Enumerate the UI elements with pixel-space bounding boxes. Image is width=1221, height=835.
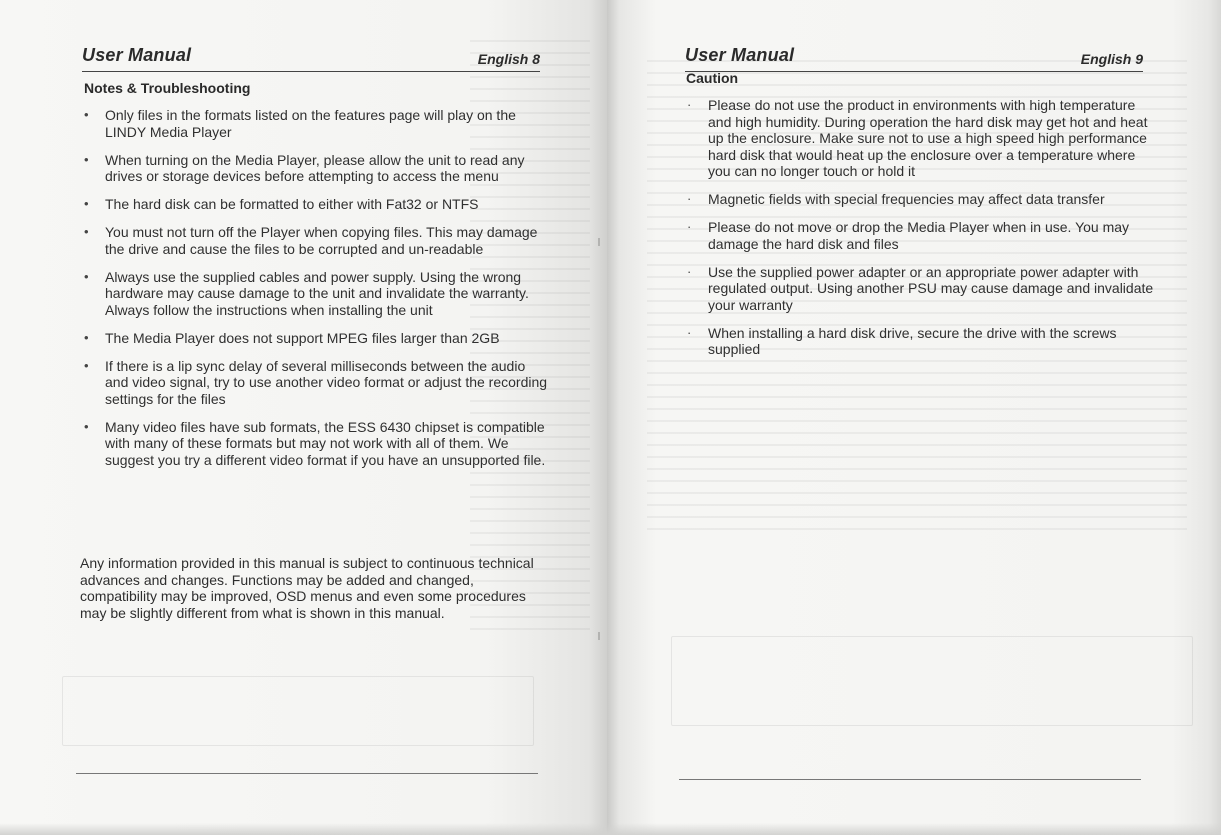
right-page <box>607 0 1221 835</box>
caution-list <box>683 97 1161 369</box>
notes-list <box>80 107 550 480</box>
list-item <box>80 224 550 257</box>
list-item-text: Magnetic fields with special frequencies may affect data transfer <box>708 191 1105 207</box>
list-item-text: When installing a hard disk drive, secure the drive with the screws supplied <box>708 324 1117 357</box>
bullet-icon: • <box>84 418 89 434</box>
left-page <box>0 0 607 835</box>
bullet-icon: • <box>84 107 89 122</box>
bullet-icon: · <box>687 97 692 112</box>
bullet-icon: • <box>84 357 89 373</box>
bleed-through-box <box>671 636 1193 726</box>
bleed-through-box <box>62 676 534 746</box>
disclaimer-paragraph: Any information provided in this manual is subject to continuous technical advances and changes. Functions may be added and changed, compatibility may be improved, OSD menus and even some procedures may be slightly different from what is shown in this manual. <box>80 555 534 621</box>
header-language-page: English 9 <box>1080 51 1143 67</box>
list-item-text: Always use the supplied cables and power supply. Using the wrong hardware may cause damage to the unit and invalidate the warranty. Always follow the instructions when installing the unit <box>105 268 529 318</box>
list-item-text: Use the supplied power adapter or an appropriate power adapter with regulated output. Using another PSU may cause damage and invalidate your warranty <box>708 263 1154 313</box>
bullet-icon: • <box>84 151 89 167</box>
header-title: User Manual <box>685 45 795 65</box>
list-item <box>80 330 550 347</box>
list-item-text: The Media Player does not support MPEG files larger than 2GB <box>105 329 500 346</box>
spine-mark <box>598 632 600 640</box>
list-item <box>80 107 550 140</box>
bullet-icon: · <box>687 191 692 206</box>
section-title: Notes & Troubleshooting <box>84 80 251 96</box>
page-edge-shadow <box>607 823 1221 835</box>
footer-rule <box>76 773 538 774</box>
list-item <box>683 325 1161 358</box>
section-title: Caution <box>686 70 739 86</box>
list-item <box>683 219 1161 252</box>
list-item-text: Many video files have sub formats, the ESS 6430 chipset is compatible with many of these formats but may not work with all of them. We suggest you try a different video format if you have an unsupported file. <box>105 418 546 468</box>
list-item-text: Please do not move or drop the Media Player when in use. You may damage the hard disk and files <box>708 219 1130 252</box>
page-header <box>685 45 1143 72</box>
list-item-text: Please do not use the product in environments with high temperature and high humidity. During operation the hard disk may get hot and heat up the enclosure. Make sure not to use a high speed high performance hard disk that would heat up the enclosure over a temperature where you can no longer touch or hold it <box>708 97 1148 179</box>
header-title: User Manual <box>82 45 192 65</box>
list-item <box>683 97 1161 180</box>
bullet-icon: · <box>687 324 692 340</box>
list-item-text: Only files in the formats listed on the features page will play on the LINDY Media Player <box>105 107 516 140</box>
bullet-icon: · <box>687 263 692 279</box>
list-item <box>80 419 550 469</box>
page-header <box>82 45 540 72</box>
bullet-icon: • <box>84 329 89 345</box>
list-item <box>80 152 550 185</box>
list-item <box>683 264 1161 314</box>
bullet-icon: • <box>84 224 89 239</box>
header-language-page: English 8 <box>477 51 540 67</box>
list-item <box>80 196 550 213</box>
list-item-text: You must not turn off the Player when copying files. This may damage the drive and cause the files to be corrupted and un-readable <box>105 224 538 257</box>
list-item <box>683 191 1161 208</box>
list-item-text: When turning on the Media Player, please allow the unit to read any drives or storage devices before attempting to access the menu <box>105 151 525 184</box>
list-item <box>80 269 550 319</box>
bullet-icon: · <box>687 219 692 234</box>
bullet-icon: • <box>84 268 89 284</box>
footer-rule <box>679 779 1141 780</box>
bullet-icon: • <box>84 196 89 211</box>
list-item <box>80 358 550 408</box>
spine-mark <box>598 238 600 246</box>
list-item-text: The hard disk can be formatted to either with Fat32 or NTFS <box>105 196 479 212</box>
page-edge-shadow <box>0 823 607 835</box>
list-item-text: If there is a lip sync delay of several milliseconds between the audio and video signal, try to use another video format or adjust the recording settings for the files <box>105 357 548 407</box>
